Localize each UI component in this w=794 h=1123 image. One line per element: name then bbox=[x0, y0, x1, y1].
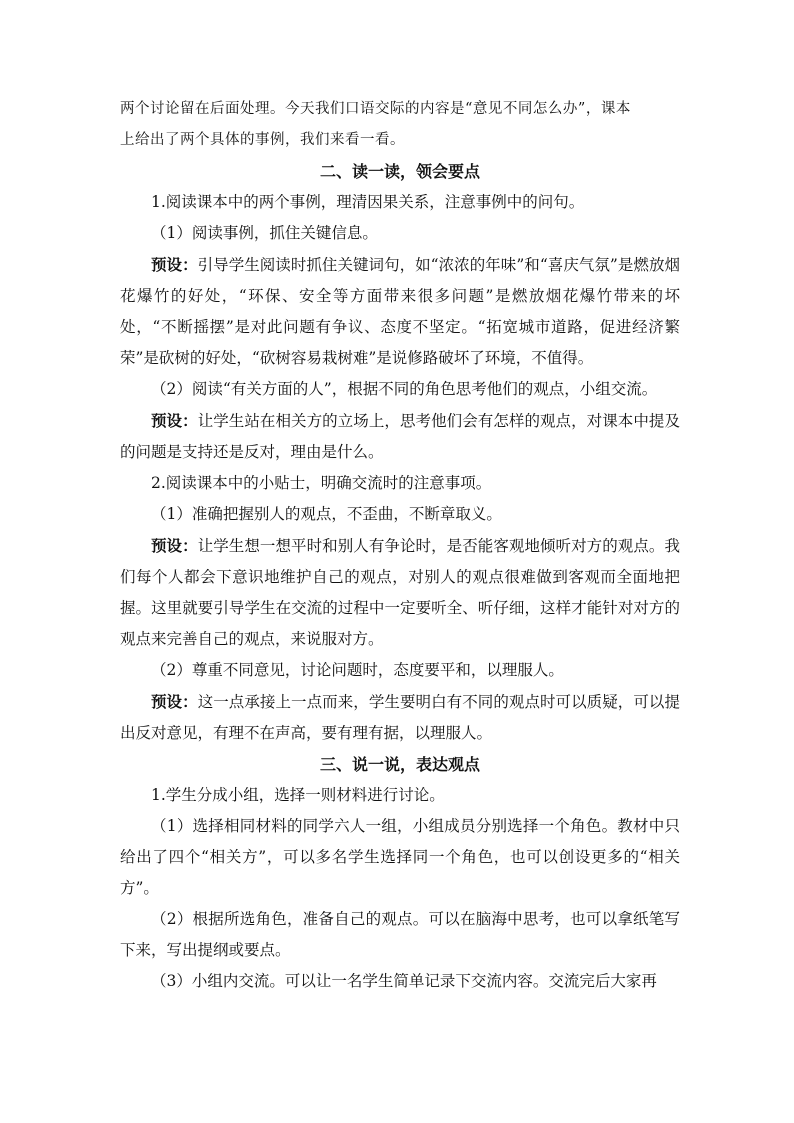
sub-item: （2）尊重不同意见，讨论问题时，态度要平和，以理服人。 bbox=[151, 661, 564, 679]
preset-paragraph bbox=[120, 249, 680, 374]
preset-paragraph bbox=[120, 530, 680, 655]
preset-paragraph bbox=[120, 686, 680, 749]
list-item: 2.阅读课本中的小贴士，明确交流时的注意事项。 bbox=[151, 474, 492, 492]
preset-label: 预设： bbox=[151, 536, 198, 555]
preset-text: 让学生想一想平时和别人有争论时，是否能客观地倾听对方的观点。我们每个人都会下意识地维护自己的观点，对别人的观点很难做到客观而全面地把握。这里就要引导学生在交流的过程中一定要听全、听仔细，这样才能针对对方的观点来完善自己的观点，来说服对方。 bbox=[120, 537, 680, 648]
intro-paragraph bbox=[120, 94, 680, 156]
list-item: 1.阅读课本中的两个事例，理清因果关系，注意事例中的问句。 bbox=[151, 193, 585, 211]
preset-paragraph bbox=[120, 405, 680, 468]
intro-line-2: 上给出了两个具体的事例，我们来看一看。 bbox=[120, 132, 405, 148]
preset-label: 预设： bbox=[151, 692, 198, 711]
intro-line-1: 两个讨论留在后面处理。今天我们口语交际的内容是“意见不同怎么办”，课本 bbox=[120, 101, 631, 117]
sub-item: （3）小组内交流。可以让一名学生简单记录下交流内容。交流完后大家再 bbox=[151, 972, 657, 990]
section-heading-speak: 三、说一说，表达观点 bbox=[319, 755, 480, 774]
list-item: 1.学生分成小组，选择一则材料进行讨论。 bbox=[151, 786, 445, 804]
section-heading-read: 二、读一读，领会要点 bbox=[319, 162, 480, 181]
preset-text: 让学生站在相关方的立场上，思考他们会有怎样的观点，对课本中提及的问题是支持还是反对，理由是什么。 bbox=[120, 412, 680, 461]
preset-label: 预设： bbox=[151, 255, 198, 274]
preset-text: 引导学生阅读时抓住关键词句，如“浓浓的年味”和“喜庆气氛”是燃放烟花爆竹的好处，“环保、安全等方面带来很多问题”是燃放烟花爆竹带来的坏处，“不断摇摆”是对此问题有争议、态度不坚定。“拓宽城市道路，促进经济繁荣”是砍树的好处，“砍树容易栽树难”是说修路破坏了环境，不值得。 bbox=[120, 256, 680, 367]
sub-item: （1）阅读事例，抓住关键信息。 bbox=[151, 224, 378, 242]
sub-item: （2）阅读“有关方面的人”，根据不同的角色思考他们的观点，小组交流。 bbox=[151, 380, 658, 398]
sub-item: （1）选择相同材料的同学六人一组，小组成员分别选择一个角色。教材中只给出了四个“相关方”，可以多名学生选择同一个角色，也可以创设更多的“相关方”。 bbox=[120, 817, 680, 897]
preset-label: 预设： bbox=[151, 411, 198, 430]
sub-item: （1）准确把握别人的观点，不歪曲，不断章取义。 bbox=[151, 505, 502, 523]
document-page bbox=[120, 94, 680, 997]
sub-item: （2）根据所选角色，准备自己的观点。可以在脑海中思考，也可以拿纸笔写下来，写出提纲或要点。 bbox=[120, 910, 680, 959]
preset-text: 这一点承接上一点而来，学生要明白有不同的观点时可以质疑，可以提出反对意见，有理不在声高，要有理有据，以理服人。 bbox=[120, 693, 680, 742]
